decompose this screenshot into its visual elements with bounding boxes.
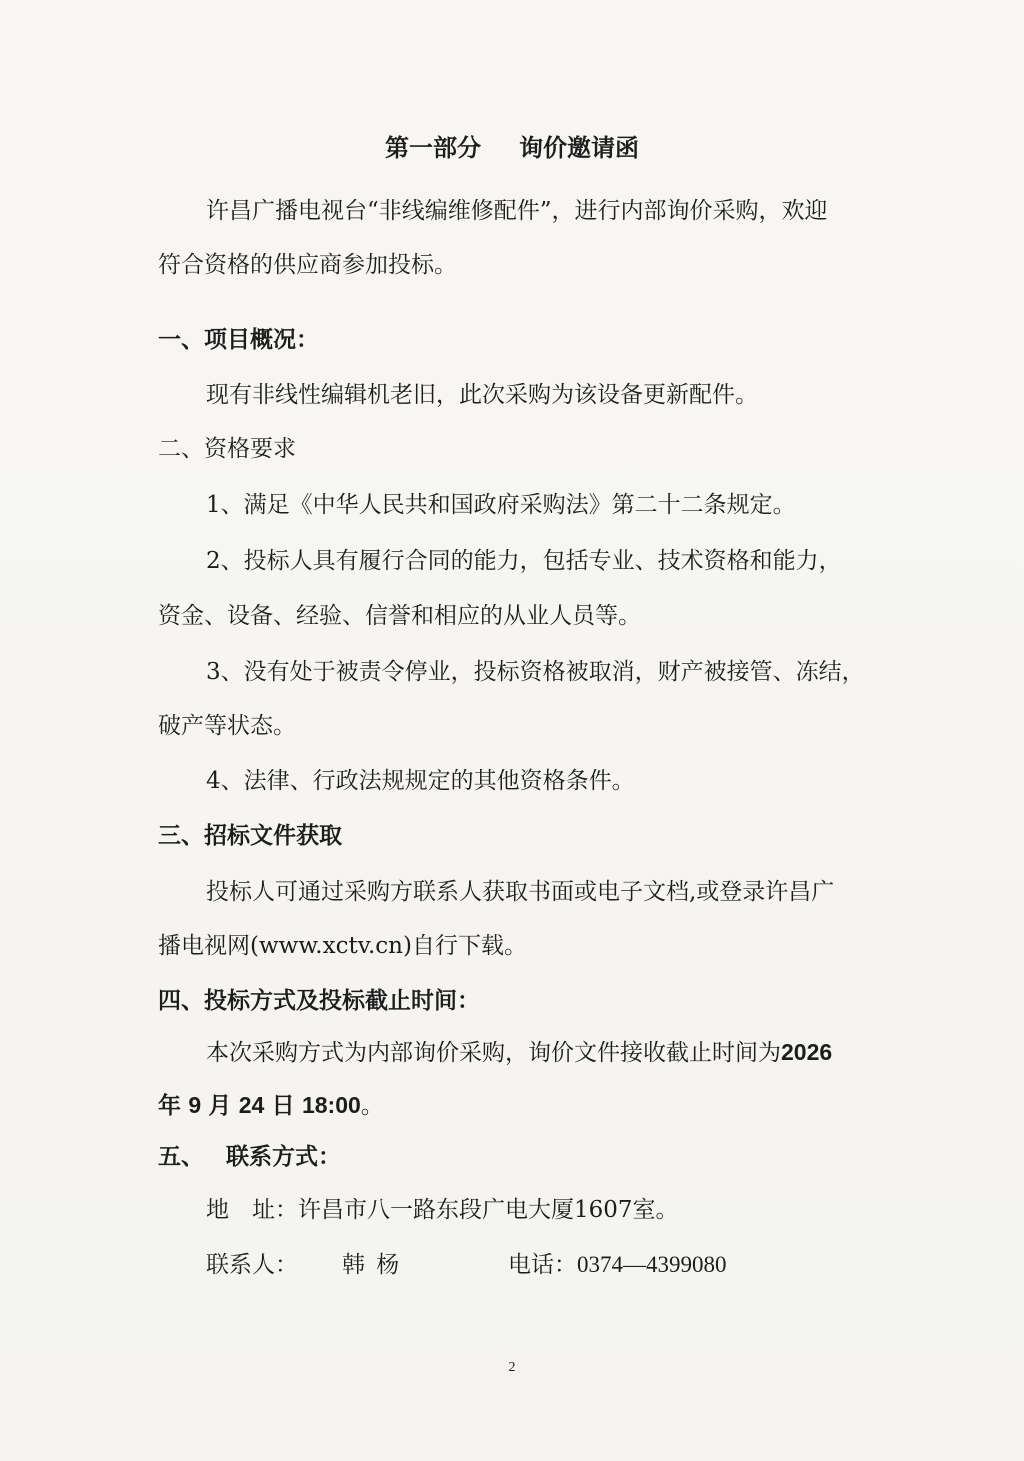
deadline-text: 本次采购方式为内部询价采购，询价文件接收截止时间为: [206, 1040, 781, 1066]
title-part: 第一部分: [385, 133, 481, 162]
contact-name: 韩 杨: [342, 1252, 400, 1278]
deadline-day-suffix: 日: [271, 1092, 295, 1119]
phone-value: 0374—4399080: [577, 1252, 727, 1277]
intro-line-1: 许昌广播电视台“非线编维修配件”，进行内部询价采购，欢迎: [206, 198, 828, 224]
section-4-line-2: [158, 1090, 384, 1121]
deadline-month-suffix: 月: [208, 1092, 232, 1119]
section-4-heading: 四、投标方式及投标截止时间：: [158, 987, 480, 1014]
deadline-end: 。: [360, 1093, 384, 1119]
address-line: [206, 1195, 679, 1225]
page-number: 2: [508, 1360, 516, 1375]
title-name: 询价邀请函: [519, 133, 639, 162]
section-5-heading: [158, 1142, 341, 1172]
section-3-line-1: 投标人可通过采购方联系人获取书面或电子文档,或登录许昌广: [206, 879, 835, 905]
deadline-year: 2026: [781, 1039, 833, 1065]
section-2-item-2-line-2: 资金、设备、经验、信誉和相应的从业人员等。: [158, 603, 641, 629]
section-2-item-3-line-2: 破产等状态。: [158, 713, 296, 739]
section-2-item-2-line-1: 2、投标人具有履行合同的能力，包括专业、技术资格和能力，: [206, 548, 842, 574]
section-2-item-3-line-1: 3、没有处于被责令停业，投标资格被取消，财产被接管、冻结，: [206, 659, 865, 685]
section-1-heading: 一、项目概况：: [158, 326, 319, 353]
page-title: [0, 132, 1024, 164]
phone-line: [508, 1250, 727, 1280]
address-label: 地 址：: [206, 1197, 298, 1223]
deadline-year-suffix: 年: [158, 1092, 181, 1119]
deadline-time: 18:00: [301, 1092, 361, 1118]
section-2-item-4: 4、法律、行政法规规定的其他资格条件。: [206, 768, 635, 794]
section-5-heading-num: 五、: [158, 1143, 204, 1170]
section-1-text: 现有非线性编辑机老旧，此次采购为该设备更新配件。: [206, 382, 758, 408]
section-2-item-1: 1、满足《中华人民共和国政府采购法》第二十二条规定。: [206, 492, 796, 518]
section-3-heading: 三、招标文件获取: [158, 822, 342, 849]
section-5-heading-text: 联系方式：: [226, 1143, 341, 1170]
section-3-line-2: 播电视网(www.xctv.cn)自行下载。: [158, 933, 527, 959]
deadline-day: 24: [238, 1092, 265, 1118]
section-4-line-1: [206, 1037, 832, 1068]
intro-line-2: 符合资格的供应商参加投标。: [158, 252, 457, 278]
address-value: 许昌市八一路东段广电大厦1607室。: [298, 1197, 679, 1223]
contact-label: 联系人：: [206, 1252, 298, 1278]
contact-line: [206, 1250, 298, 1280]
deadline-month: 9: [188, 1092, 202, 1118]
section-2-heading: 二、资格要求: [158, 436, 296, 462]
phone-label: 电话：: [508, 1252, 577, 1278]
